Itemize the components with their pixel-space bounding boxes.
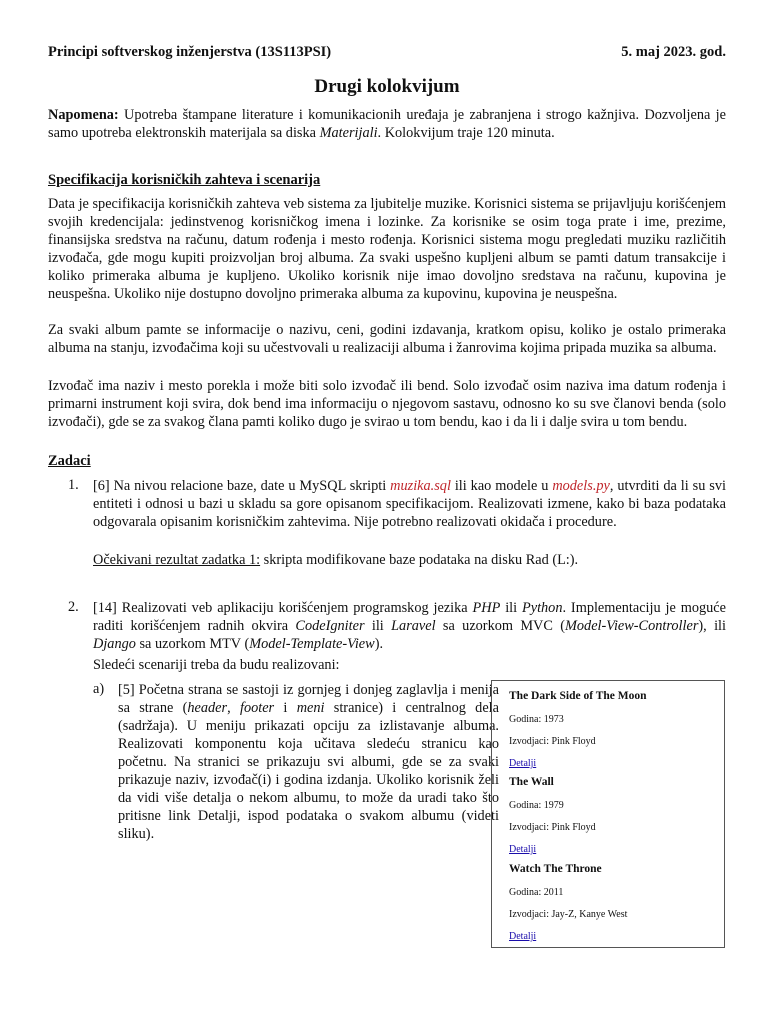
album-artists: Izvodjaci: Pink Floyd <box>509 822 596 833</box>
page-title: Drugi kolokvijum <box>314 76 460 97</box>
sql-file-name: muzika.sql <box>390 478 451 494</box>
subtask-a-text-b: , <box>227 700 240 716</box>
meni-term: meni <box>296 700 325 716</box>
note-label: Napomena: <box>48 107 119 123</box>
php-label: PHP <box>472 600 501 616</box>
laravel-label: Laravel <box>391 618 436 634</box>
album-artists: Izvodjaci: Pink Floyd <box>509 736 596 747</box>
task-2-text-f: ), ili <box>698 618 726 634</box>
subtask-a-label: a) <box>93 681 105 697</box>
task-2-text <box>93 599 726 653</box>
task-1-result-text: skripta modifikovane baze podataka na disku Rad (L:). <box>260 552 579 568</box>
note-text-end: . Kolokvijum traje 120 minuta. <box>377 125 555 141</box>
task-1-text-c: , utvrditi da li su svi entiteti i odnosi u bazi u skladu sa gore opisanom specifikacijom. Realizovati izmene, kako bi baza podataka odgovarala opisanim korisničkim zahtevima. Nije potrebno realizovati okidača i procedure. <box>93 478 726 530</box>
spec-paragraph-2: Za svaki album pamte se informacije o nazivu, ceni, godini izdavanja, kratkom opisu, koliko je ostalo primeraka albuma na stanju, izvođačima koji su učestvovali u realizaciji albuma i žanrovima kojima pripada muzika sa albuma. <box>48 322 726 356</box>
task-2-text-c: . Implementaciju je moguće raditi korišćenjem radnih okvira <box>93 600 726 634</box>
tasks-heading: Zadaci <box>48 453 91 469</box>
album-year: Godina: 1979 <box>509 800 564 811</box>
spec-paragraph-3: Izvođač ima naziv i mesto porekla i može biti solo izvođač ili bend. Solo izvođač osim naziva ima datum rođenja i primarni instrument koji svira, dok bend ima informaciju o njegovom sastavu, odnosno ko su sve članovi benda (solo izvođači), gde se za svakog člana pamti koliko dugo je svirao u tom bendu, kao i da li i dalje svira u tom bendu. <box>48 378 726 430</box>
album-details-link[interactable]: Detalji <box>509 758 537 769</box>
codeigniter-label: CodeIgniter <box>295 618 365 634</box>
course-name: Principi softverskog inženjerstva (13S113PSI) <box>48 44 332 60</box>
album-list-figure <box>491 680 725 948</box>
album-details-link[interactable]: Detalji <box>509 931 537 942</box>
scenarios-intro: Sledeći scenariji treba da budu realizovani: <box>93 657 340 673</box>
task-2-text-b: ili <box>500 600 522 616</box>
task-2-number: 2. <box>68 599 79 615</box>
task-2-text-a: [14] Realizovati veb aplikaciju korišćenjem programskog jezika <box>93 600 473 616</box>
spec-paragraph-1: Data je specifikacija korisničkih zahteva veb sistema za ljubitelje muzike. Korisnici sistema se prijavljuju korišćenjem svojih kredencijala: jedinstvenog korisničkog imena i lozinke. Za korisnike se osim toga prate i ime, prezime, finansijska sredstva na računu, datum rođenja i mesto rođenja. Korisnici sistema mogu pregledati muziku različitih izvođača, gde mogu kupiti proizvoljan broj albuma. Za svaki uspešno kupljeni album se pamti datum transakcije i koliko primeraka albuma je kupljeno. Ukoliko korisnik nije imao dovoljno sredstava na računu, kupovina je neuspešna. Ukoliko nije dostupno dovoljno primeraka albuma za kupovinu, kupovina je neuspešna. <box>48 196 726 302</box>
models-file-name: models.py <box>552 478 610 494</box>
task-2-text-g: sa uzorkom MTV ( <box>135 636 250 652</box>
task-1-text-b: ili kao modele u <box>450 478 553 494</box>
header-term: header <box>187 700 228 716</box>
album-artists: Izvodjaci: Jay-Z, Kanye West <box>509 909 628 920</box>
subtask-a-text-d: stranice) i centralnog dela (sadržaja). U meniju prikazati opciju za izlistavanje albuma. Realizovati komponentu koja učitava sledeću stranicu kao početnu. Na stranici se prikazuju svi albumi, gde se za svaki prikazuje naziv, izvođač(i) i godina izdanja. Ukoliko korisnik želi da vidi više detalja o nekom albumu, to može da uradi tako što pritisne link Detalji, ispod podataka o svakom albumu (videti sliku). <box>118 700 499 842</box>
album-entry <box>509 863 627 942</box>
mtv-label: Model-Template-View <box>249 636 375 652</box>
task-1-result <box>93 551 726 569</box>
task-2-text-d: ili <box>364 618 392 634</box>
album-entry <box>509 690 646 769</box>
note-paragraph <box>48 106 726 142</box>
mvc-label: Model-View-Controller <box>564 618 699 634</box>
task-2-text-e: sa uzorkom MVC ( <box>435 618 565 634</box>
album-details-link[interactable]: Detalji <box>509 844 537 855</box>
django-label: Django <box>93 636 136 652</box>
album-title: Watch The Throne <box>509 863 602 875</box>
subtask-a-text-c: i <box>274 700 297 716</box>
python-label: Python <box>521 600 563 616</box>
album-title: The Dark Side of The Moon <box>509 690 647 702</box>
note-text: Upotreba štampane literature i komunikacionih uređaja je zabranjena i strogo kažnjiva. Dozvoljena je samo upotreba elektronskih materijala sa diska <box>48 107 726 141</box>
task-1-result-label: Očekivani rezultat zadatka 1: <box>93 552 261 568</box>
album-year: Godina: 1973 <box>509 714 564 725</box>
task-2-text-h: ). <box>374 636 384 652</box>
footer-term: footer <box>239 700 275 716</box>
subtask-a-text-a: [5] Početna strana se sastoji iz gornjeg i donjeg zaglavlja i menija sa strane ( <box>118 682 499 716</box>
note-disk-name: Materijali <box>319 125 378 141</box>
task-1-text-a: [6] Na nivou relacione baze, date u MySQL skripti <box>93 478 391 494</box>
exam-date: 5. maj 2023. god. <box>621 44 726 60</box>
album-entry <box>509 776 596 855</box>
album-title: The Wall <box>509 776 554 788</box>
page-header <box>48 44 726 61</box>
task-1-number: 1. <box>68 477 79 493</box>
album-year: Godina: 2011 <box>509 887 564 898</box>
subtask-a-text <box>118 681 499 843</box>
spec-heading: Specifikacija korisničkih zahteva i scenarija <box>48 172 321 188</box>
task-1-text <box>93 477 726 531</box>
